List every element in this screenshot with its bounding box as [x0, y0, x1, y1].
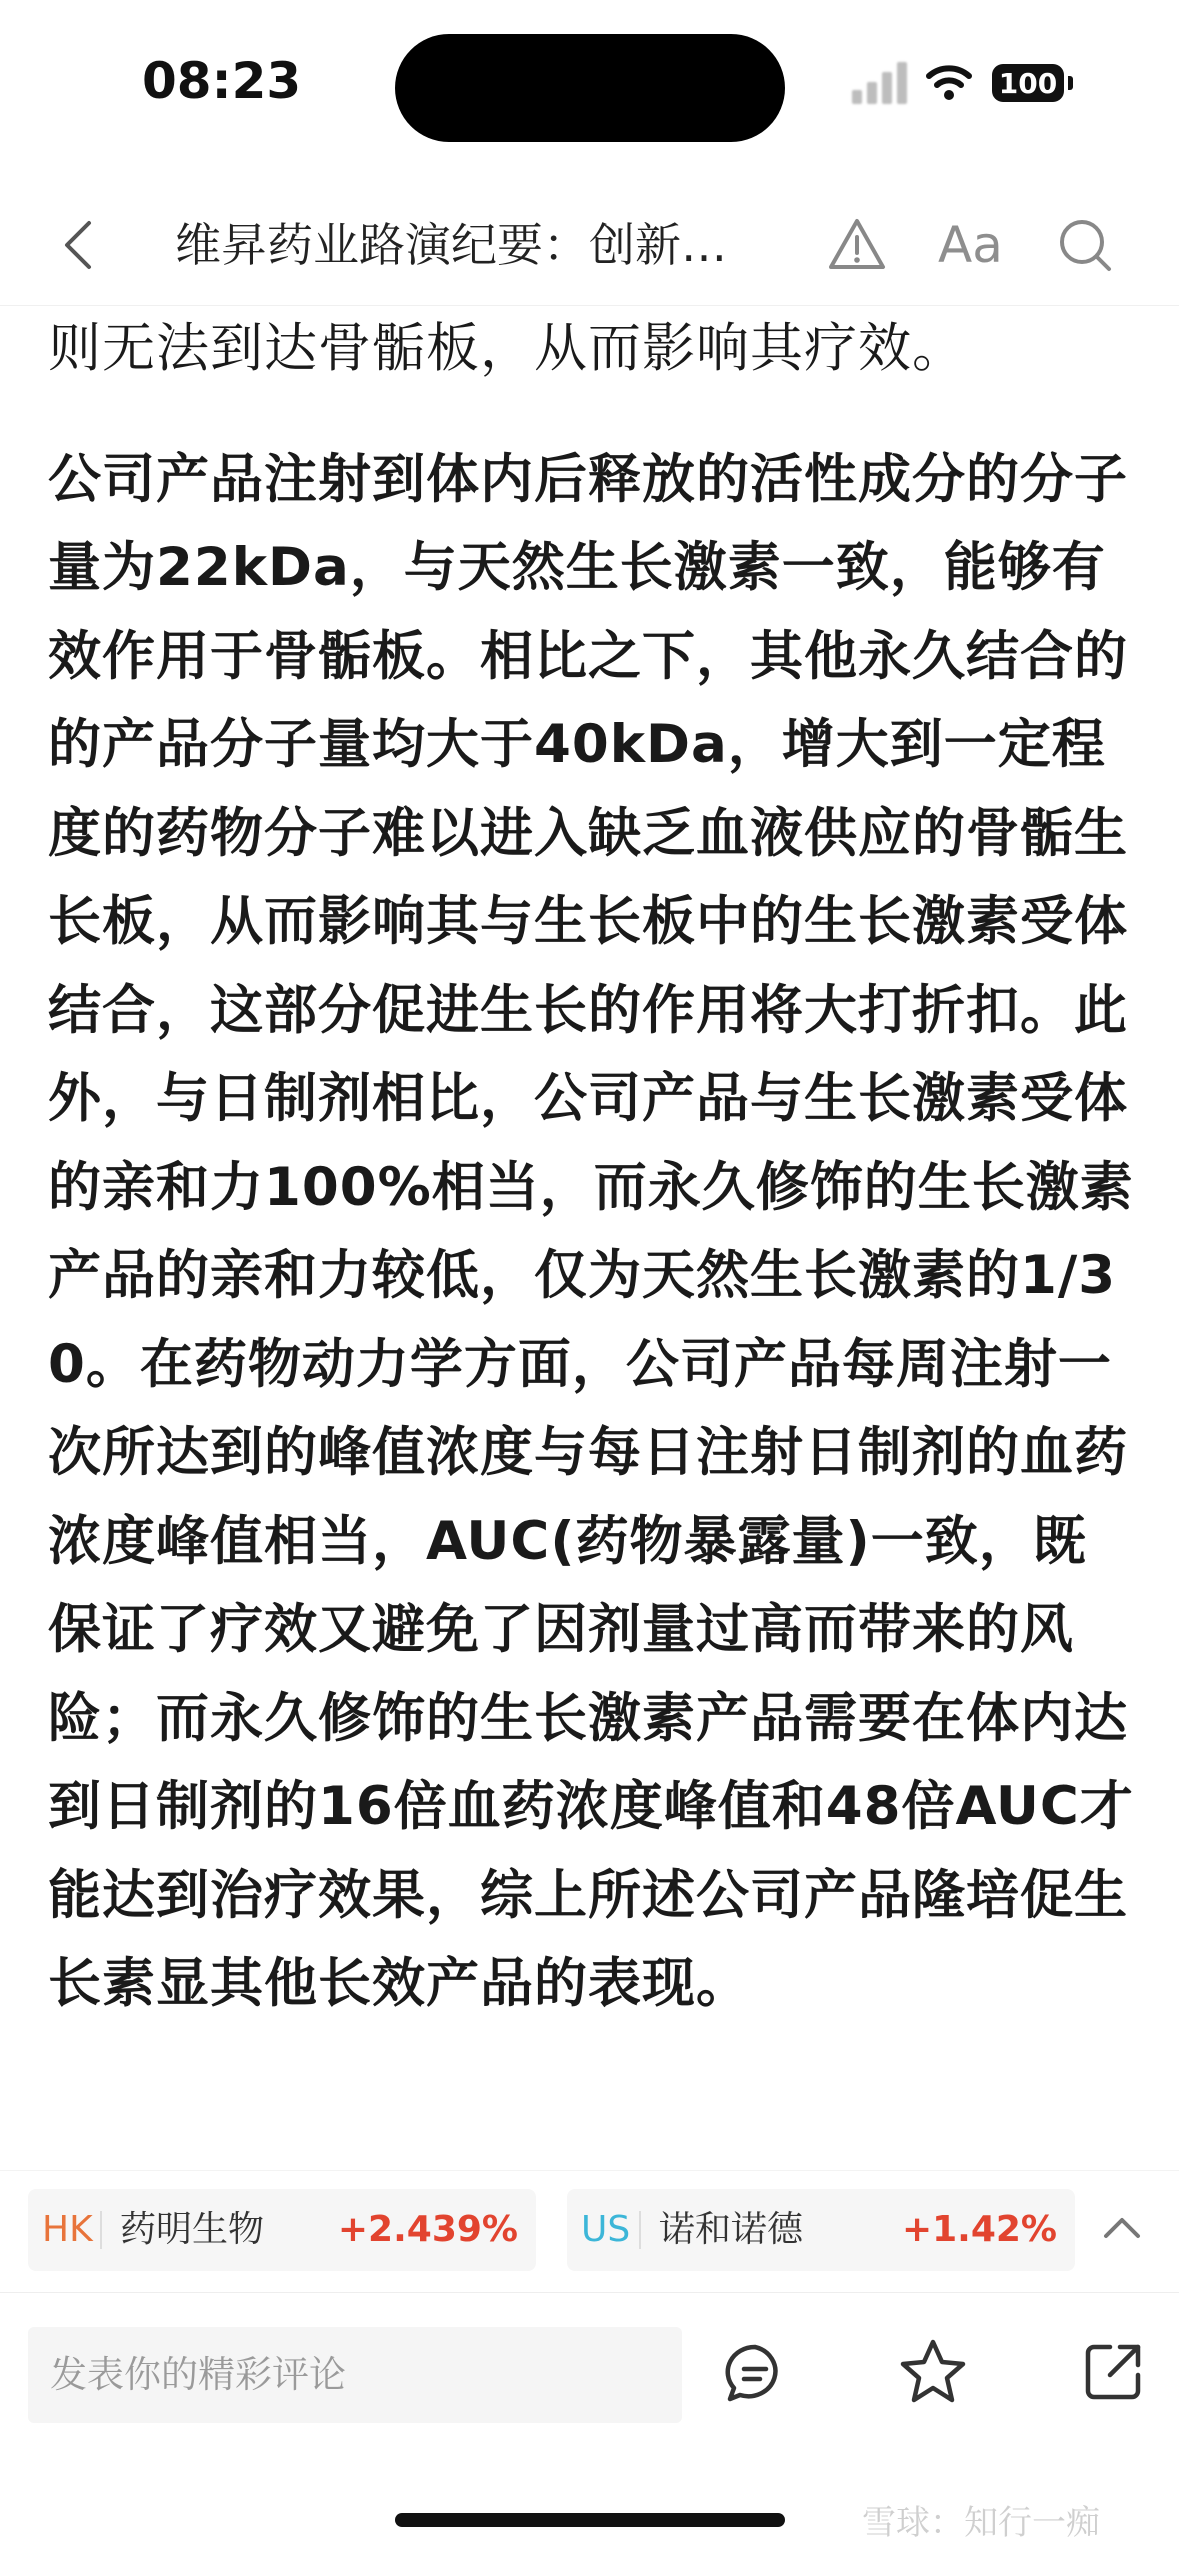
- watermark: 雪球：知行一痴: [862, 2503, 1100, 2543]
- article-paragraph: 则无法到达骨骺板，从而影响其疗效。: [48, 318, 966, 379]
- report-warning-icon[interactable]: [826, 215, 888, 273]
- search-icon[interactable]: [1055, 215, 1115, 275]
- battery-icon: 100: [992, 64, 1064, 102]
- stock-change: +2.439%: [337, 2209, 518, 2250]
- related-stocks-bar: [0, 2170, 1179, 2291]
- home-indicator[interactable]: [395, 2513, 785, 2527]
- status-bar: [0, 0, 1179, 175]
- stock-change: +1.42%: [901, 2209, 1057, 2250]
- stock-card[interactable]: [567, 2189, 1075, 2271]
- article-body: [48, 305, 1138, 2029]
- comment-bar: [0, 2292, 1179, 2557]
- stock-market: US: [581, 2209, 631, 2250]
- font-size-icon[interactable]: Aa: [938, 216, 1003, 274]
- divider: [639, 2211, 641, 2249]
- star-icon[interactable]: [898, 2337, 968, 2407]
- back-icon[interactable]: [55, 217, 105, 273]
- stock-name: 诺和诺德: [659, 2209, 804, 2250]
- battery-tip: [1068, 76, 1073, 90]
- comment-icon[interactable]: [722, 2341, 788, 2407]
- dynamic-island: [395, 34, 785, 142]
- comment-input[interactable]: 发表你的精彩评论: [28, 2327, 682, 2423]
- chevron-up-icon[interactable]: [1100, 2206, 1144, 2250]
- stock-name: 药明生物: [120, 2209, 265, 2250]
- status-time: 08:23: [142, 52, 302, 110]
- stock-card[interactable]: [28, 2189, 536, 2271]
- page-title: 维昇药业路演纪要：创新…: [175, 218, 727, 272]
- wifi-icon: [925, 62, 973, 102]
- article-paragraph: 公司产品注射到体内后释放的活性成分的分子量为22kDa，与天然生长激素一致，能够有效作用于骨骺板。相比之下，其他永久结合的的产品分子量均大于40kDa，增大到一定程度的药物分子难以进入缺乏血液供应的骨骺生长板，从而影响其与生长板中的生长激素受体结合，这部分促进生长的作用将大打折扣。此外，与日制剂相比，公司产品与生长激素受体的亲和力100%相当，而永久修饰的生长激素产品的亲和力较低，仅为天然生长激素的1/30。在药物动力学方面，公司产品每周注射一次所达到的峰值浓度与每日注射日制剂的血药浓度峰值相当，AUC(药物暴露量)一致，既保证了疗效又避免了因剂量过高而带来的风险；而永久修饰的生长激素产品需要在体内达到日制剂的16倍血药浓度峰值和48倍AUC才能达到治疗效果，综上所述公司产品隆培促生长素显其他长效产品的表现。: [48, 448, 1134, 2014]
- stock-market: HK: [42, 2209, 93, 2250]
- divider: [100, 2211, 102, 2249]
- share-icon[interactable]: [1080, 2339, 1146, 2405]
- cellular-signal-icon: [852, 60, 908, 104]
- nav-bar: [0, 185, 1179, 306]
